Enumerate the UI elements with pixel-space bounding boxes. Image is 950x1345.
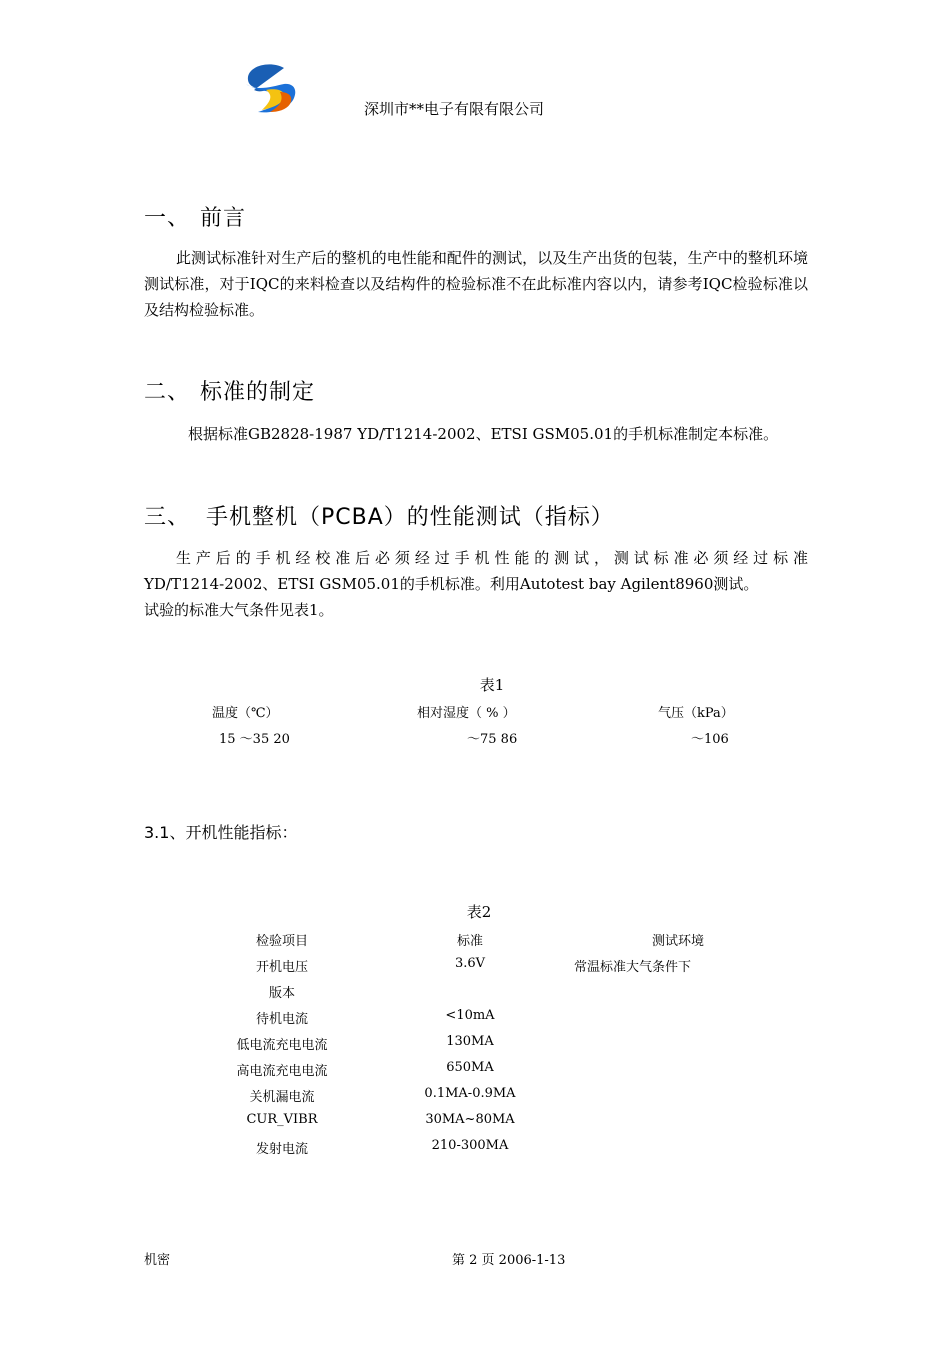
table-2-row-3-standard: <10mA (445, 1008, 495, 1023)
section-1-heading (144, 201, 246, 232)
table-2-row-4-standard: 130MA (446, 1034, 494, 1049)
section-2-body (144, 421, 808, 447)
table-1-header-pressure: 气压（kPa） (658, 706, 734, 721)
section-1-body (144, 245, 808, 323)
table-2-row-3-item: 待机电流 (255, 1012, 309, 1027)
table-2-row-1-item: 开机电压 (255, 960, 309, 975)
table-2-row-1-standard: 3.6V (454, 956, 486, 971)
table-2-row-2-item: 版本 (268, 986, 296, 1001)
section-3-number: 三、 (144, 505, 191, 530)
table-2-row-4-item: 低电流充电电流 (236, 1038, 328, 1053)
table-2-row-6-item: 关机漏电流 (249, 1090, 315, 1105)
table-2-row-8-standard: 210-300MA (431, 1138, 509, 1153)
footer-confidential: 机密 (144, 1253, 171, 1268)
table-1-caption: 表1 (479, 676, 505, 694)
section-2-heading (144, 375, 315, 406)
table-1-header-humidity: 相对湿度（ % ） (417, 706, 516, 721)
section-3-title: 手机整机（PCBA）的性能测试（指标） (206, 505, 614, 530)
section-3-line-1: 生产后的手机经校准后必须经过手机性能的测试，测试标准必须经过标准 (176, 549, 808, 567)
table-2-row-5-standard: 650MA (446, 1060, 494, 1075)
section-1-number: 一、 (144, 206, 191, 231)
table-2-row-1-environment: 常温标准大气条件下 (574, 960, 692, 975)
section-3-line-2: YD/T1214-2002、ETSI GSM05.01的手机标准。利用Autotest bay Agilent8960测试。 (144, 575, 759, 593)
section-1-title: 前言 (200, 206, 247, 231)
section-2-number: 二、 (144, 380, 191, 405)
table-2-header-environment: 测试环境 (652, 934, 705, 949)
table-2-row-5-item: 高电流充电电流 (236, 1064, 328, 1079)
section-1-paragraph: 此测试标准针对生产后的整机的电性能和配件的测试，以及生产出货的包装，生产中的整机环境测试标准，对于IQC的来料检查以及结构件的检验标准不在此标准内容以内，请参考IQC检验标准以及结构检验标准。 (144, 249, 808, 319)
table-2-row-8-item: 发射电流 (255, 1142, 309, 1157)
footer-page-number: 第 2 页 2006-1-13 (452, 1253, 566, 1268)
table-1-header-temperature: 温度（℃） (212, 706, 279, 721)
section-2-paragraph: 根据标准GB2828-1987 YD/T1214-2002、ETSI GSM05.01的手机标准制定本标准。 (188, 425, 779, 443)
table-2-header-item: 检验项目 (255, 934, 309, 949)
table-2-row-7-item: CUR_VIBR (246, 1112, 318, 1127)
section-3-line-3: 试验的标准大气条件见表1。 (144, 601, 334, 619)
table-1-value-pressure: ～106 (691, 732, 729, 747)
table-1-value-temperature: 15 ～35 20 (219, 732, 290, 747)
table-2-row-6-standard: 0.1MA-0.9MA (424, 1086, 516, 1101)
table-2-header-standard: 标准 (456, 934, 484, 949)
section-3-heading (144, 500, 614, 531)
section-2-title: 标准的制定 (200, 380, 316, 405)
table-2-row-7-standard: 30MA~80MA (425, 1112, 515, 1127)
section-3-body (144, 545, 808, 623)
company-logo (240, 62, 302, 118)
subsection-3-1-title: 3.1、开机性能指标： (144, 823, 298, 842)
table-1-value-humidity: ～75 86 (467, 732, 518, 747)
table-2-caption: 表2 (466, 903, 492, 921)
company-name: 深圳市**电子有限有限公司 (364, 100, 545, 118)
